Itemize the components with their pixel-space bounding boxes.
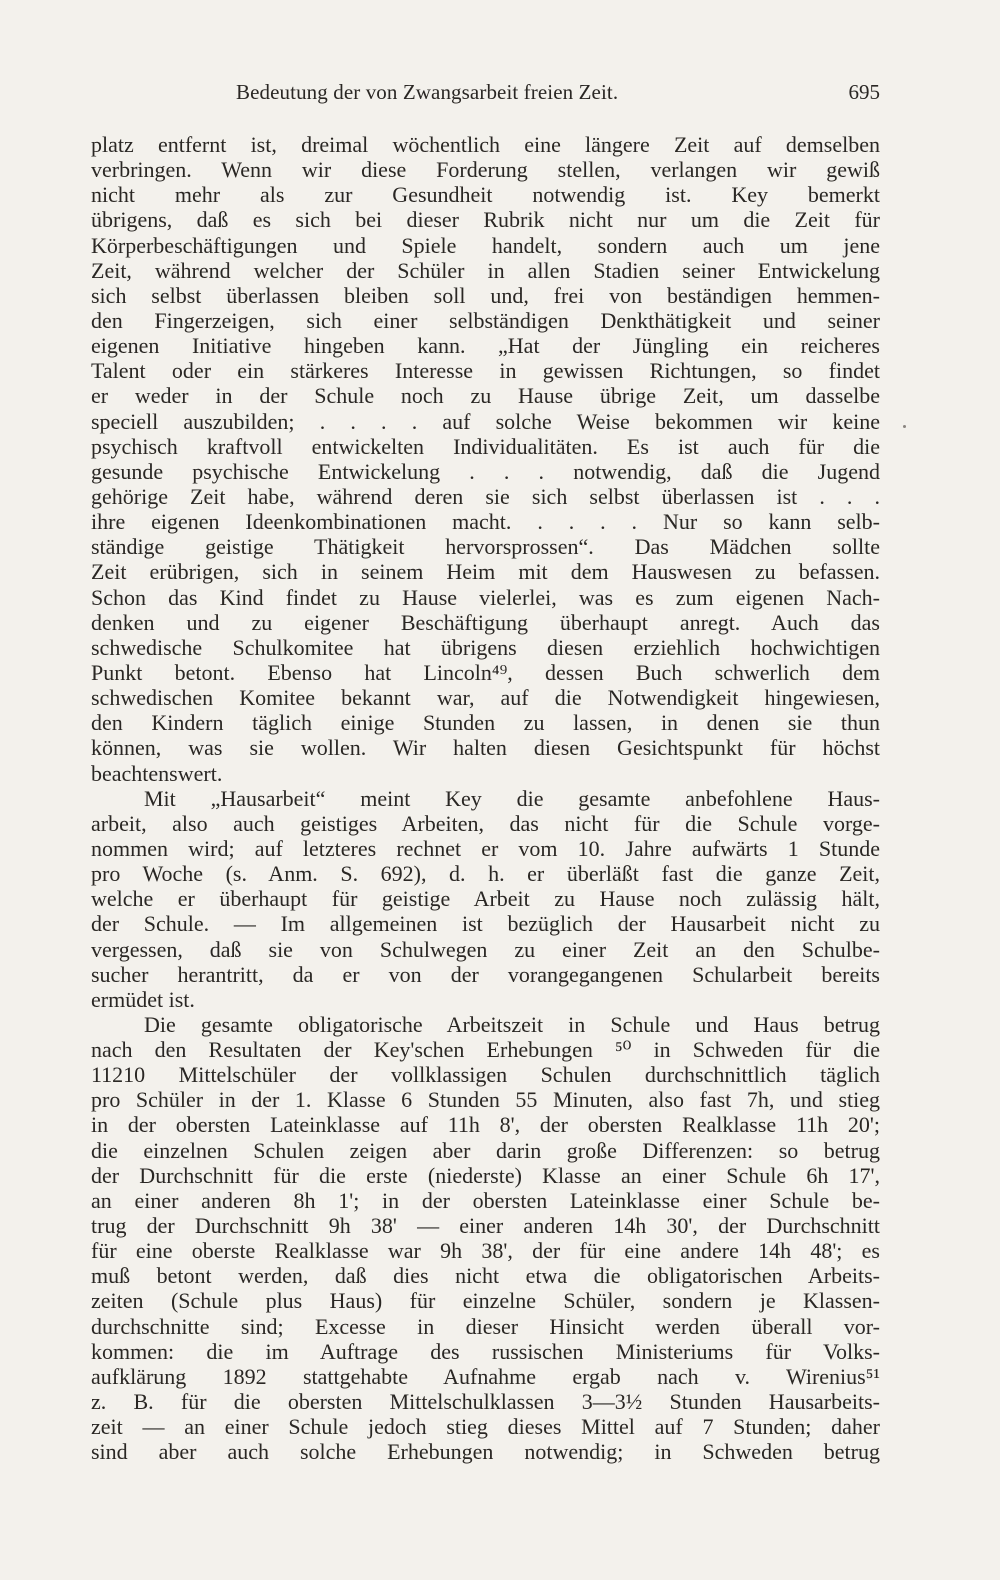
text-line: Talent oder ein stärkeres Interesse in gewissen Richtungen, so findet [91,358,880,384]
text-line: an einer anderen 8h 1'; in der obersten Lateinklasse einer Schule be- [91,1187,880,1213]
text-line: speciell auszubilden; . . . . auf solche Weise bekommen wir keine [91,408,880,434]
text-line: gehörige Zeit habe, während deren sie sich selbst überlassen ist . . . [91,483,880,509]
text-line: beachtenswert. [91,760,223,786]
text-line: zeit — an einer Schule jedoch stieg dieses Mittel auf 7 Stunden; daher [91,1414,880,1440]
text-line: pro Schüler in der 1. Klasse 6 Stunden 55 Minuten, also fast 7h, und stieg [91,1087,880,1113]
text-line: ermüdet ist. [91,986,195,1012]
text-line: trug der Durchschnitt 9h 38' — einer anderen 14h 30', der Durchschnitt [91,1213,880,1239]
text-line: psychisch kraftvoll entwickelten Individualitäten. Es ist auch für die [91,433,880,459]
text-line: Körperbeschäftigungen und Spiele handelt, sondern auch um jene [91,232,880,258]
text-line: nach den Resultaten der Key'schen Erhebungen ⁵⁰ in Schweden für die [91,1037,880,1063]
text-line: arbeit, also auch geistiges Arbeiten, das nicht für die Schule vorge- [91,810,880,836]
text-line: der Durchschnitt für die erste (niederste) Klasse an einer Schule 6h 17', [91,1162,880,1188]
text-line: der Schule. — Im allgemeinen ist bezüglich der Hausarbeit nicht zu [91,911,880,937]
text-line: aufklärung 1892 stattgehabte Aufnahme ergab nach v. Wirenius⁵¹ [91,1363,880,1389]
text-line: 11210 Mittelschüler der vollklassigen Schulen durchschnittlich täglich [91,1062,880,1088]
text-line: z. B. für die obersten Mittelschulklassen 3—3½ Stunden Hausarbeits- [91,1389,880,1415]
text-line: nicht mehr als zur Gesundheit notwendig ist. Key bemerkt [91,182,880,208]
text-line: nommen wird; auf letzteres rechnet er vom 10. Jahre aufwärts 1 Stunde [91,835,880,861]
text-line: die einzelnen Schulen zeigen aber darin große Differenzen: so betrug [91,1137,880,1163]
text-line: für eine oberste Realklasse war 9h 38', der für eine andere 14h 48'; es [91,1238,880,1264]
running-header [91,74,880,110]
text-line: platz entfernt ist, dreimal wöchentlich eine längere Zeit auf demselben [91,132,880,157]
text-line: können, was sie wollen. Wir halten diesen Gesichtspunkt für höchst [91,735,880,761]
text-line: schwedische Schulkomitee hat übrigens diesen erziehlich hochwichtigen [91,634,880,660]
text-line: kommen: die im Auftrage des russischen Ministeriums für Volks- [91,1338,880,1364]
text-line: zeiten (Schule plus Haus) für einzelne Schüler, sondern je Klassen- [91,1288,880,1314]
text-line: ihre eigenen Ideenkombinationen macht. . . . . Nur so kann selb- [91,509,880,535]
body-text [91,132,880,1464]
text-line: eigenen Initiative hingeben kann. „Hat der Jüngling ein reicheres [91,333,880,359]
text-line: verbringen. Wenn wir diese Forderung stellen, verlangen wir gewiß [91,157,880,183]
page-number: 695 [848,80,880,104]
text-line: Die gesamte obligatorische Arbeitszeit in Schule und Haus betrug [144,1011,880,1037]
text-line: vergessen, daß sie von Schulwegen zu einer Zeit an den Schulbe- [91,936,880,962]
text-line: muß betont werden, daß dies nicht etwa die obligatorischen Arbeits- [91,1263,880,1289]
text-line: den Fingerzeigen, sich einer selbständigen Denkthätigkeit und seiner [91,307,880,333]
text-line: er weder in der Schule noch zu Hause übrige Zeit, um dasselbe [91,383,880,409]
text-line: übrigens, daß es sich bei dieser Rubrik nicht nur um die Zeit für [91,207,880,233]
text-line: Punkt betont. Ebenso hat Lincoln⁴⁹, dessen Buch schwerlich dem [91,659,880,685]
text-line: welche er überhaupt für geistige Arbeit zu Hause noch zulässig hält, [91,886,880,912]
text-line: gesunde psychische Entwickelung . . . notwendig, daß die Jugend [91,458,880,484]
text-line: schwedischen Komitee bekannt war, auf die Notwendigkeit hingewiesen, [91,685,880,711]
running-title: Bedeutung der von Zwangsarbeit freien Zeit. [236,80,619,104]
text-line: in der obersten Lateinklasse auf 11h 8', der obersten Realklasse 11h 20'; [91,1112,880,1138]
text-line: Zeit, während welcher der Schüler in allen Stadien seiner Entwickelung [91,257,880,283]
text-line: denken und zu eigener Beschäftigung überhaupt anregt. Auch das [91,609,880,635]
text-line: sucher herantritt, da er von der vorangegangenen Schularbeit bereits [91,961,880,987]
text-line: Zeit erübrigen, sich in seinem Heim mit dem Hauswesen zu befassen. [91,559,880,585]
text-line: sich selbst überlassen bleiben soll und, frei von beständigen hemmen- [91,282,880,308]
text-line: ständige geistige Thätigkeit hervorsprossen“. Das Mädchen sollte [91,534,880,560]
text-line: pro Woche (s. Anm. S. 692), d. h. er überläßt fast die ganze Zeit, [91,861,880,887]
text-line: sind aber auch solche Erhebungen notwendig; in Schweden betrug [91,1439,880,1465]
text-line: durchschnitte sind; Excesse in dieser Hinsicht werden überall vor- [91,1313,880,1339]
text-line: Mit „Hausarbeit“ meint Key die gesamte anbefohlene Haus- [144,785,880,811]
text-line: Schon das Kind findet zu Hause vielerlei, was es zum eigenen Nach- [91,584,880,610]
text-line: den Kindern täglich einige Stunden zu lassen, in denen sie thun [91,710,880,736]
print-speck [903,425,906,428]
